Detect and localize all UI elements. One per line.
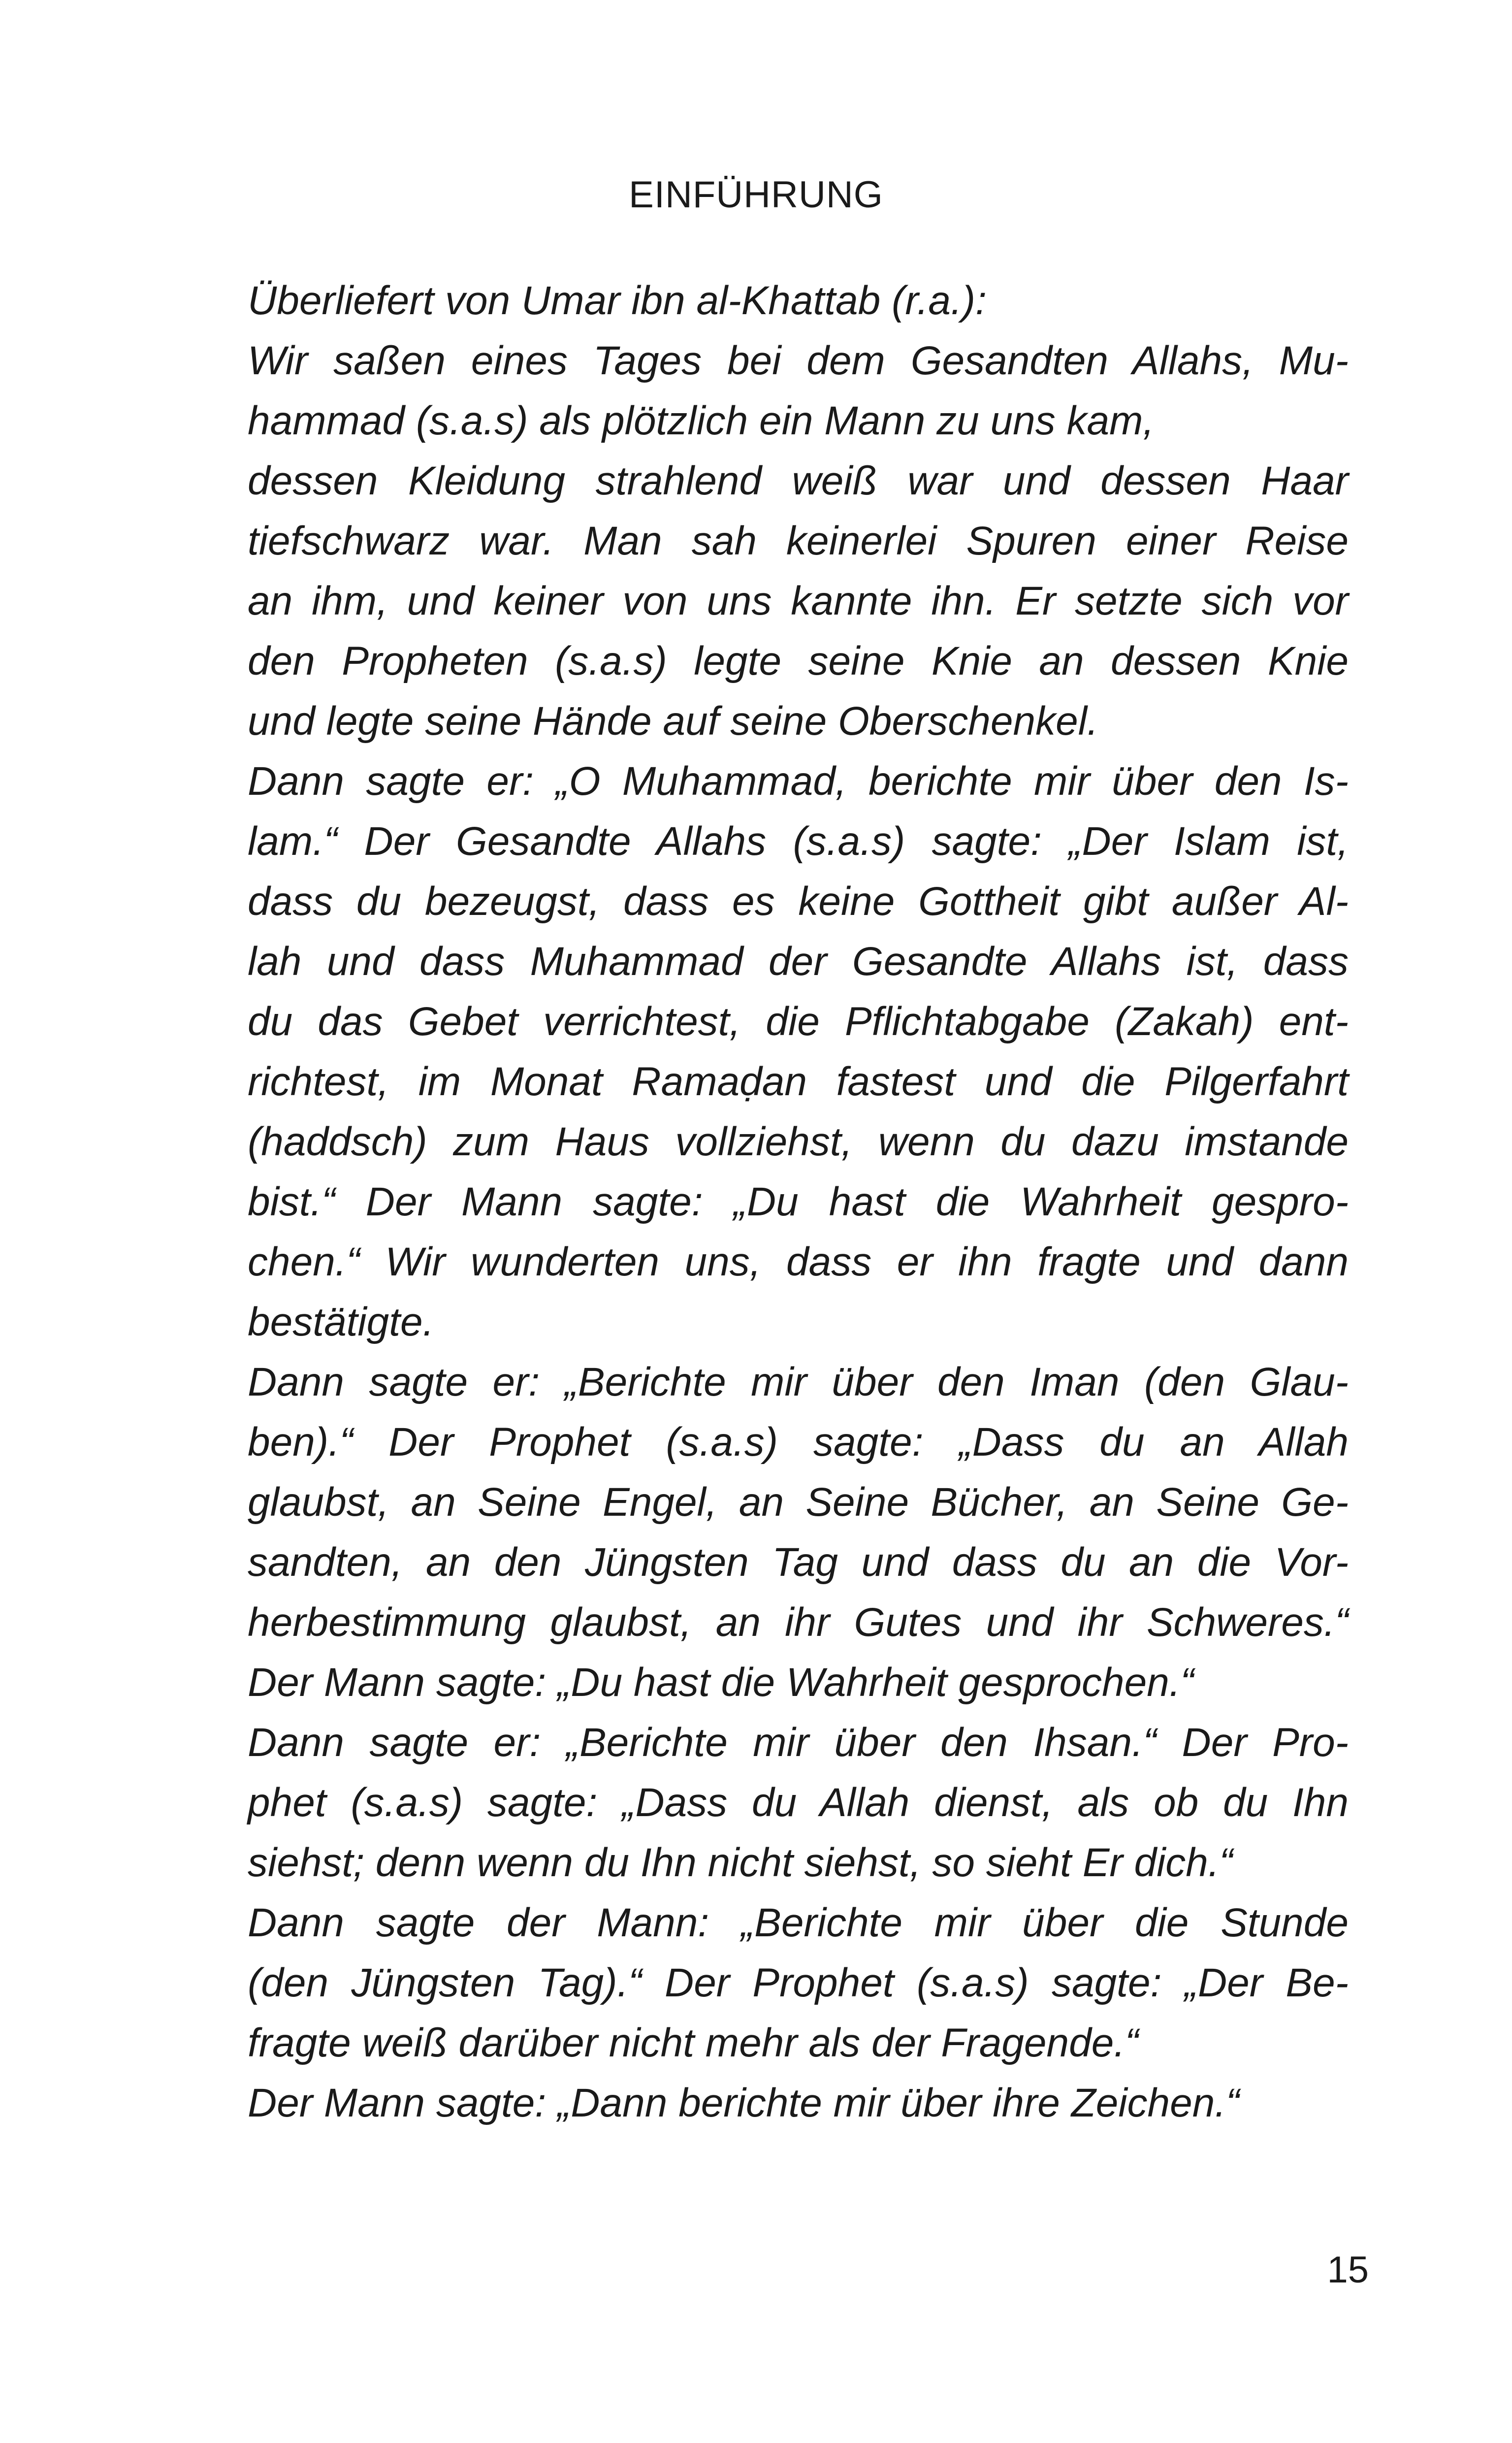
text-line: Der Mann sagte: „Dann berichte mir über ihre Zeichen.“ [248, 2081, 1240, 2125]
text-line: sandten, an den Jüngsten Tag und dass du an die Vor- [248, 1540, 1349, 1585]
text-line: den Propheten (s.a.s) legte seine Knie an dessen Knie [248, 639, 1349, 684]
text-line: dass du bezeugst, dass es keine Gottheit gibt außer Al- [248, 879, 1349, 924]
text-line: ben).“ Der Prophet (s.a.s) sagte: „Dass du an Allah [248, 1420, 1349, 1465]
text-line: bist.“ Der Mann sagte: „Du hast die Wahrheit gespro- [248, 1179, 1349, 1224]
text-line: Dann sagte er: „Berichte mir über den Iman (den Glau- [248, 1360, 1349, 1404]
text-line: lah und dass Muhammad der Gesandte Allahs ist, dass [248, 939, 1349, 984]
text-line: fragte weiß darüber nicht mehr als der Fragende.“ [248, 2020, 1139, 2065]
text-line: an ihm, und keiner von uns kannte ihn. Er setzte sich vor [248, 579, 1349, 623]
text-line: phet (s.a.s) sagte: „Dass du Allah dienst, als ob du Ihn [248, 1780, 1349, 1825]
text-line: (den Jüngsten Tag).“ Der Prophet (s.a.s) sagte: „Der Be- [248, 1960, 1349, 2005]
page-number: 15 [1327, 2249, 1369, 2291]
chapter-heading: EINFÜHRUNG [629, 174, 883, 216]
hadith-text [248, 271, 1349, 2133]
text-line: Der Mann sagte: „Du hast die Wahrheit gesprochen.“ [248, 1660, 1194, 1705]
text-line: hammad (s.a.s) als plötzlich ein Mann zu uns kam, [248, 398, 1155, 443]
text-line: lam.“ Der Gesandte Allahs (s.a.s) sagte: „Der Islam ist, [248, 819, 1349, 864]
text-line: herbestimmung glaubst, an ihr Gutes und ihr Schweres.“ [248, 1600, 1349, 1645]
text-line: Überliefert von Umar ibn al-Khattab (r.a.): [248, 278, 987, 323]
text-line: bestätigte. [248, 1300, 434, 1344]
text-line: Dann sagte er: „O Muhammad, berichte mir über den Is- [248, 759, 1349, 804]
text-line: chen.“ Wir wunderten uns, dass er ihn fragte und dann [248, 1239, 1349, 1284]
text-line: (haddsch) zum Haus vollziehst, wenn du dazu imstande [248, 1119, 1349, 1164]
text-line: du das Gebet verrichtest, die Pflichtabgabe (Zakah) ent- [248, 999, 1349, 1044]
text-line: siehst; denn wenn du Ihn nicht siehst, so sieht Er dich.“ [248, 1840, 1233, 1885]
text-line: richtest, im Monat Ramaḍan fastest und die Pilgerfahrt [248, 1059, 1349, 1104]
text-line: Dann sagte er: „Berichte mir über den Ihsan.“ Der Pro- [248, 1720, 1349, 1765]
text-line: Dann sagte der Mann: „Berichte mir über die Stunde [248, 1900, 1349, 1945]
text-line: Wir saßen eines Tages bei dem Gesandten Allahs, Mu- [248, 338, 1349, 383]
text-line: und legte seine Hände auf seine Oberschenkel. [248, 699, 1098, 744]
text-line: tiefschwarz war. Man sah keinerlei Spuren einer Reise [248, 519, 1349, 563]
text-line: dessen Kleidung strahlend weiß war und dessen Haar [248, 458, 1349, 503]
text-line: glaubst, an Seine Engel, an Seine Bücher, an Seine Ge- [248, 1480, 1349, 1525]
